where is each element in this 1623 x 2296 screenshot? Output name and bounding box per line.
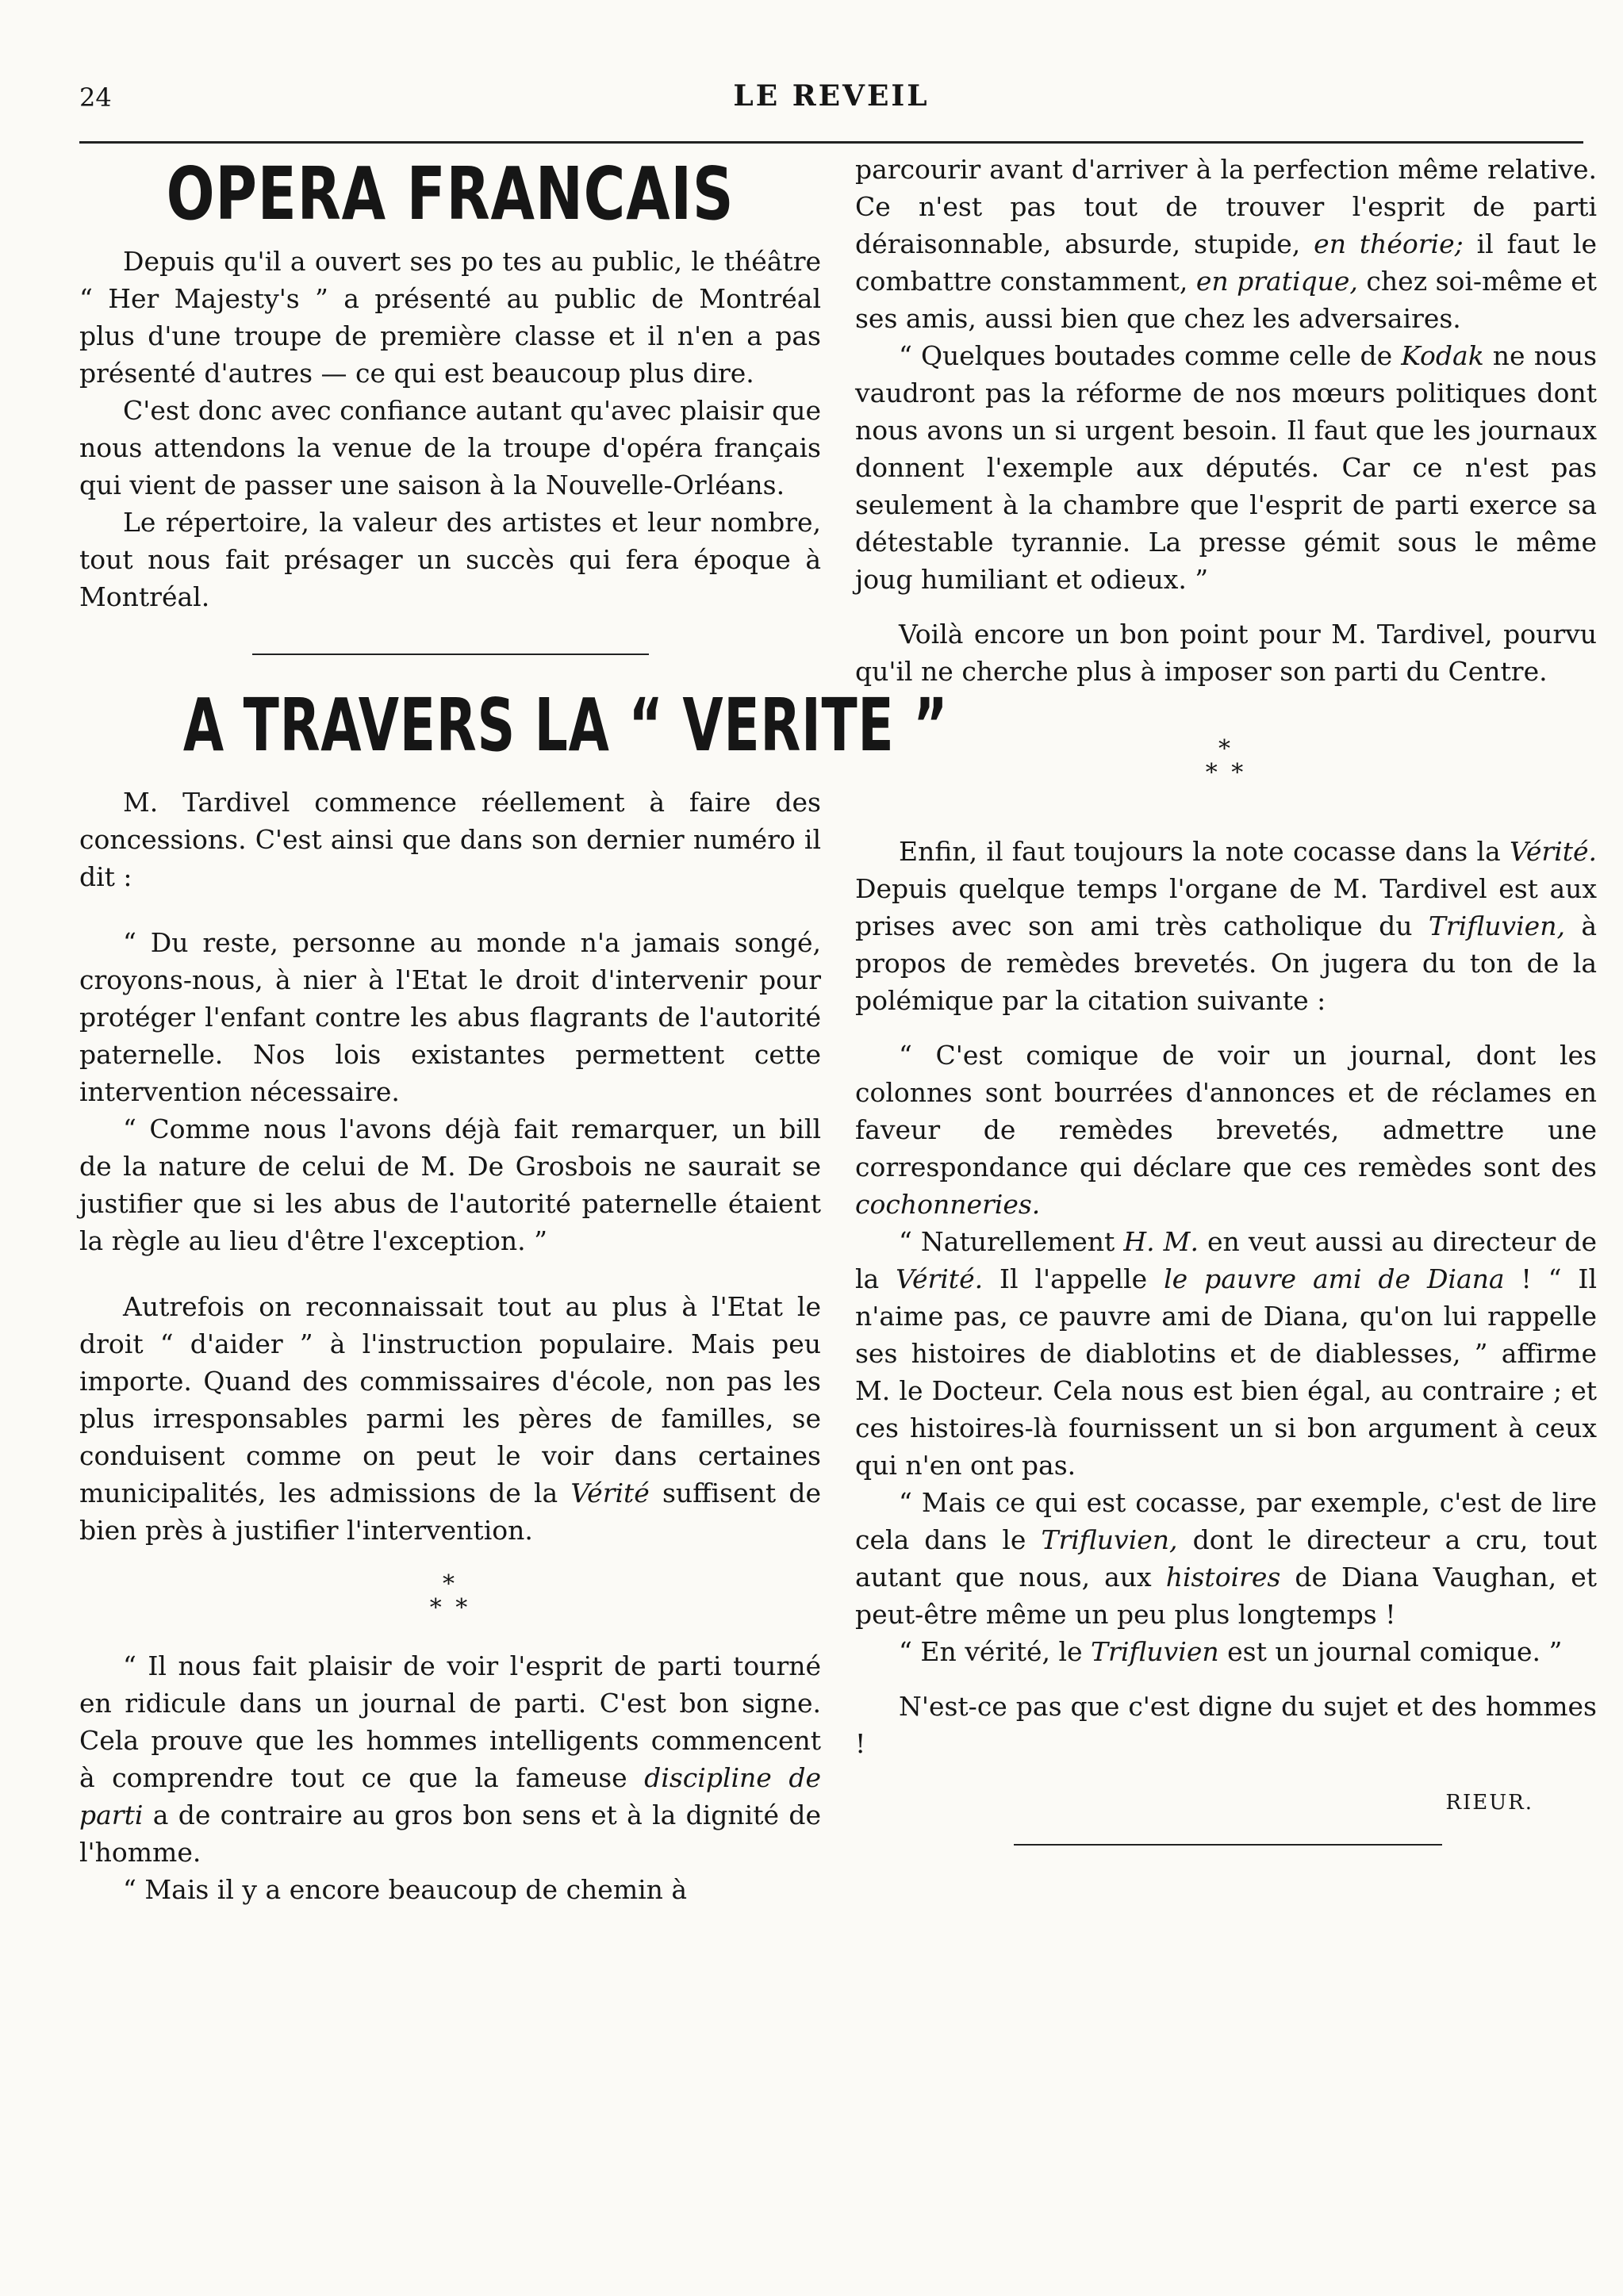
text-run: à propos de remèdes brevetés. On jugera du ton de la polémique par la citation suivante : bbox=[855, 910, 1597, 1016]
italic-run: en pratique, bbox=[1195, 266, 1358, 297]
headline-verite: A TRAVERS LA “ VERITE ” bbox=[182, 683, 949, 768]
quote-paragraph: “ Du reste, personne au monde n'a jamais songé, croyons-nous, à nier à l'Etat le droit d'intervenir pour protéger l'enfant contre les abus flagrants de l'autorité paternelle. Nos lois existantes permettent cette intervention nécessaire. bbox=[79, 927, 821, 1107]
italic-run: Vérité. bbox=[896, 1263, 984, 1294]
text-run: “ Il nous fait plaisir de voir l'esprit de parti tourné en ridicule dans un journal de parti. C'est bon signe. Cela prouve que les hommes intelligents commencent à comprendre tout ce que la fameuse bbox=[79, 1650, 821, 1793]
text-run: chez soi-même et ses amis, aussi bien que chez les adversaires. bbox=[855, 266, 1598, 334]
header-rule bbox=[79, 141, 1583, 144]
text-run: dont le directeur a cru, tout autant que nous, aux bbox=[855, 1524, 1597, 1593]
text-run: “ C'est comique de voir un journal, dont les colonnes sont bourrées d'annonces et de réclames en faveur de remèdes brevetés, admettre une correspondance qui déclare que ces remèdes sont des bbox=[855, 1040, 1597, 1182]
paragraph: N'est-ce pas que c'est digne du sujet et des hommes ! bbox=[855, 1691, 1597, 1759]
text-run: Depuis quelque temps l'organe de M. Tardivel est aux prises avec son ami très catholique du bbox=[855, 873, 1597, 941]
italic-run: Trifluvien, bbox=[1041, 1524, 1178, 1555]
quote-paragraph bbox=[79, 1647, 821, 1871]
text-run: il faut le combattre constamment, bbox=[855, 228, 1597, 297]
text-run: “ Mais ce qui est cocasse, par exemple, c'est de lire cela dans le bbox=[855, 1487, 1597, 1555]
text-run: est un journal comique. ” bbox=[1218, 1636, 1563, 1667]
italic-run: Kodak bbox=[1401, 340, 1484, 371]
paragraph: Le répertoire, la valeur des artistes et leur nombre, tout nous fait présager un succès qui fera époque à Montréal. bbox=[79, 507, 821, 612]
text-run: “ En vérité, le bbox=[899, 1636, 1092, 1667]
italic-run: cochonneries. bbox=[855, 1189, 1041, 1220]
text-run: suffisent de bien près à justifier l'intervention. bbox=[79, 1478, 821, 1546]
paragraph: M. Tardivel commence réellement à faire des concessions. C'est ainsi que dans son dernier numéro il dit : bbox=[79, 787, 821, 892]
text-run: de Diana Vaughan, et peut-être même un peu plus longtemps ! bbox=[855, 1562, 1597, 1630]
paragraph bbox=[855, 833, 1597, 1019]
italic-run: histoires bbox=[1165, 1562, 1281, 1593]
text-run: Enfin, il faut toujours la note cocasse dans la bbox=[899, 836, 1510, 867]
italic-run: Vérité. bbox=[1510, 836, 1597, 867]
paragraph bbox=[855, 151, 1597, 337]
italic-run: le pauvre ami de Diana bbox=[1164, 1263, 1505, 1294]
italic-run: Vérité bbox=[570, 1478, 650, 1508]
text-run: a de contraire au gros bon sens et à la dignité de l'homme. bbox=[79, 1800, 821, 1868]
text-run: “ Naturellement bbox=[899, 1226, 1124, 1257]
quote-paragraph bbox=[855, 1633, 1597, 1670]
quote-paragraph bbox=[855, 1484, 1597, 1633]
page-header bbox=[79, 79, 1583, 127]
text-run: ne nous vaudront pas la réforme de nos mœurs politiques dont nous avons un si urgent besoin. Il faut que les journaux donnent l'exemple aux députés. Car ce n'est pas seulement à la chambre que l'esprit de parti exerce sa détestable tyrannie. La presse gémit sous le même joug humiliant et odieux. ” bbox=[855, 340, 1598, 595]
end-rule bbox=[1014, 1844, 1442, 1846]
quote-paragraph bbox=[855, 337, 1597, 598]
paragraph: C'est donc avec confiance autant qu'avec plaisir que nous attendons la venue de la troupe d'opéra français qui vient de passer une saison à la Nouvelle-Orléans. bbox=[79, 395, 821, 500]
italic-run: en théorie; bbox=[1314, 228, 1464, 259]
asterism: * * * bbox=[429, 1570, 471, 1622]
italic-run: Trifluvien bbox=[1091, 1636, 1219, 1667]
quote-paragraph bbox=[855, 1223, 1597, 1484]
paragraph: Depuis qu'il a ouvert ses po tes au public, le théâtre “ Her Majesty's ” a présenté au public de Montréal plus d'une troupe de première classe et il n'en a pas présenté d'autres — ce qui est beaucoup plus dire. bbox=[79, 246, 821, 389]
italic-run: Trifluvien, bbox=[1428, 910, 1565, 941]
headline-opera: OPERA FRANCAIS bbox=[166, 151, 735, 236]
right-column bbox=[855, 151, 1597, 1846]
paragraph bbox=[79, 1288, 821, 1549]
italic-run: H. M. bbox=[1123, 1226, 1199, 1257]
running-title: LE REVEIL bbox=[733, 79, 930, 113]
quote-paragraph: “ Comme nous l'avons déjà fait remarquer, un bill de la nature de celui de M. De Grosbois ne saurait se justifier que si les abus de l'autorité paternelle étaient la règle au lieu d'être l'exception. ” bbox=[79, 1114, 821, 1256]
text-run: “ Quelques boutades comme celle de bbox=[899, 340, 1402, 371]
text-run: Il l'appelle bbox=[983, 1263, 1164, 1294]
section-divider bbox=[252, 654, 649, 655]
signature: RIEUR. bbox=[1445, 1791, 1533, 1815]
asterism: * * * bbox=[1205, 735, 1247, 787]
quote-paragraph bbox=[855, 1037, 1597, 1223]
quote-paragraph: “ Mais il y a encore beaucoup de chemin à bbox=[123, 1874, 688, 1905]
text-run: Autrefois on reconnaissait tout au plus à l'Etat le droit “ d'aider ” à l'instruction populaire. Mais peu importe. Quand des commissaires d'école, non pas les plus irresponsables parmi les pères de familles, se conduisent comme on peut le voir dans certaines municipalités, les admissions de la bbox=[79, 1291, 821, 1508]
text-run: parcourir avant d'arriver à la perfection même relative. Ce n'est pas tout de trouver l'esprit de parti déraisonnable, absurde, stupide, bbox=[855, 154, 1597, 259]
text-run: ! “ Il n'aime pas, ce pauvre ami de Diana, qu'on lui rappelle ses histoires de diablotins et de diablesses, ” affirme M. le Docteur. Cela nous est bien égal, au contraire ; et ces histoires-là fournissent un si bon argument à ceux qui n'en ont pas. bbox=[855, 1263, 1597, 1481]
italic-run: discipline de parti bbox=[79, 1762, 821, 1830]
paragraph: Voilà encore un bon point pour M. Tardivel, pourvu qu'il ne cherche plus à imposer son parti du Centre. bbox=[855, 619, 1597, 687]
page-number: 24 bbox=[79, 82, 112, 113]
text-run: en veut aussi au directeur de la bbox=[855, 1226, 1597, 1294]
